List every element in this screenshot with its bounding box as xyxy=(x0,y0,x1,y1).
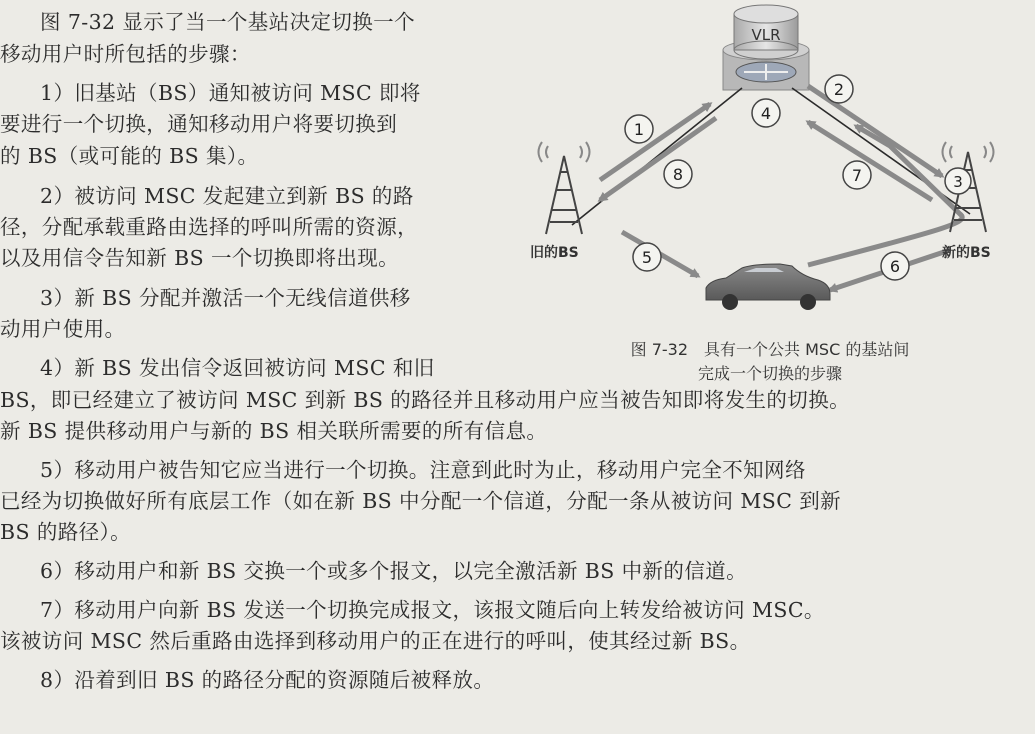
step-3-number: 3 xyxy=(953,173,963,191)
old-bs-label: 旧的BS xyxy=(530,245,579,261)
text-line: 该被访问 MSC 然后重路由选择到移动用户的正在进行的呼叫，使其经过新 BS。 xyxy=(0,629,751,653)
figure-caption xyxy=(560,338,980,386)
text-line: 新 BS 提供移动用户与新的 BS 相关联所需要的所有信息。 xyxy=(0,419,548,443)
figure-caption-line: 完成一个切换的步骤 xyxy=(697,364,842,383)
step-2-number: 2 xyxy=(833,80,845,99)
vlr-cylinder-top xyxy=(734,5,798,23)
text-line: 以及用信令告知新 BS 一个切换即将出现。 xyxy=(0,246,400,270)
text-line: 8）沿着到旧 BS 的路径分配的资源随后被释放。 xyxy=(40,668,495,692)
text-line: 已经为切换做好所有底层工作（如在新 BS 中分配一个信道，分配一条从被访问 MSC 到新 xyxy=(0,489,841,513)
step-1-number: 1 xyxy=(633,120,645,139)
text-line: BS，即已经建立了被访问 MSC 到新 BS 的路径并且移动用户应当被告知即将发生的切换。 xyxy=(0,388,850,412)
old-bs-tower xyxy=(530,142,590,261)
link-msc-old-bs xyxy=(572,88,742,225)
text-line: 4）新 BS 发出信令返回被访问 MSC 和旧 xyxy=(40,356,435,380)
arrow-step-8 xyxy=(600,118,716,200)
arrow-step-1 xyxy=(600,104,710,180)
old-bs-tower-frame xyxy=(546,156,582,234)
text-line: 图 7-32 显示了当一个基站决定切换一个 xyxy=(40,10,415,34)
text-line: 7）移动用户向新 BS 发送一个切换完成报文，该报文随后向上转发给被访问 MSC。 xyxy=(40,598,825,622)
text-line: 径，分配承载重路由选择的呼叫所需的资源， xyxy=(0,215,418,239)
mobile-user-car xyxy=(706,264,830,310)
car-wheel-rear xyxy=(800,294,816,310)
text-line: 1）旧基站（BS）通知被访问 MSC 即将 xyxy=(40,81,421,105)
text-line: 3）新 BS 分配并激活一个无线信道供移 xyxy=(40,286,411,310)
step-6-number: 6 xyxy=(889,257,901,276)
step-5-number: 5 xyxy=(641,248,653,267)
text-line: 要进行一个切换，通知移动用户将要切换到 xyxy=(0,112,398,136)
msc-vlr-unit xyxy=(723,5,809,90)
step-8-number: 8 xyxy=(672,165,684,184)
step-4-number: 4 xyxy=(760,104,772,123)
text-line: 5）移动用户被告知它应当进行一个切换。注意到此时为止，移动用户完全不知网络 xyxy=(40,458,806,482)
step-7-number: 7 xyxy=(851,166,863,185)
text-line: 动用户使用。 xyxy=(0,317,126,341)
figure-caption-line: 图 7-32 具有一个公共 MSC 的基站间 xyxy=(630,340,910,359)
text-line: BS 的路径）。 xyxy=(0,520,132,544)
text-line: 的 BS（或可能的 BS 集）。 xyxy=(0,144,259,168)
handoff-figure xyxy=(530,0,1035,390)
handoff-diagram xyxy=(530,0,1035,340)
text-line: 移动用户时所包括的步骤： xyxy=(0,42,251,66)
vlr-label: VLR xyxy=(751,26,781,44)
text-line: 2）被访问 MSC 发起建立到新 BS 的路 xyxy=(40,184,414,208)
new-bs-label: 新的BS xyxy=(942,245,991,261)
text-line: 6）移动用户和新 BS 交换一个或多个报文，以完全激活新 BS 中新的信道。 xyxy=(40,559,748,583)
car-wheel-front xyxy=(722,294,738,310)
arrow-step-7 xyxy=(808,126,962,265)
